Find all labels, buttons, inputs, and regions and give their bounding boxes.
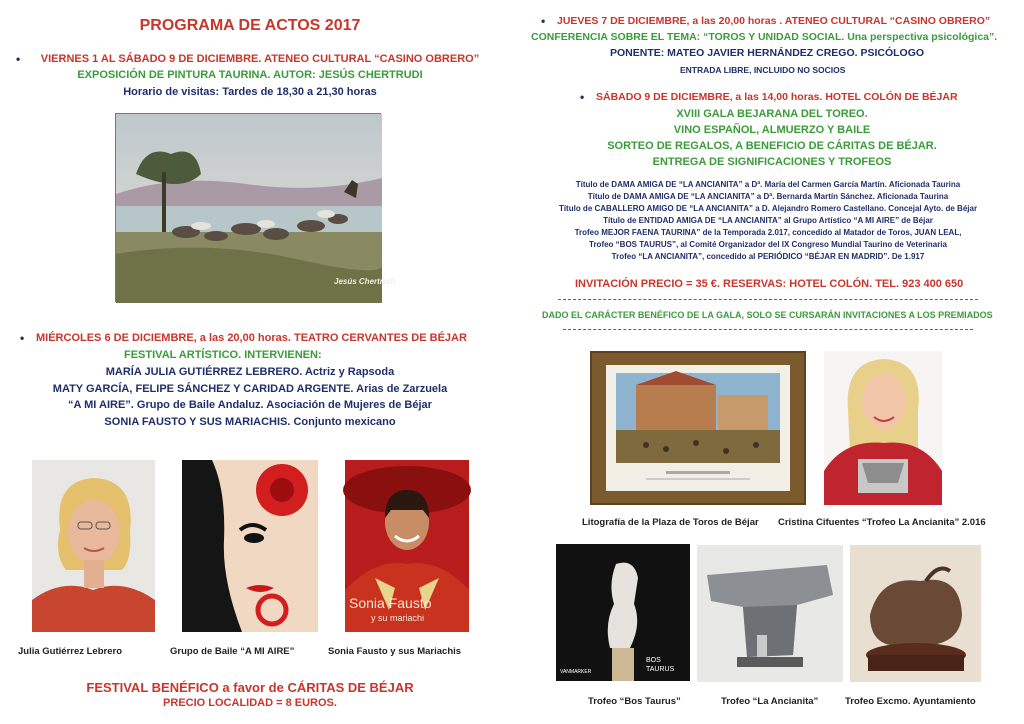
invitation-price: INVITACIÓN PRECIO = 35 €. RESERVAS: HOTEL COLÓN. TEL. 923 400 650 bbox=[575, 278, 964, 290]
event3-line4: ENTRADA LIBRE, INCLUIDO NO SOCIOS bbox=[680, 65, 846, 75]
bullet: • bbox=[20, 331, 25, 345]
sonia-photo-sub: y su mariachi bbox=[371, 613, 425, 623]
event3-line2: CONFERENCIA SOBRE EL TEMA: “TOROS Y UNIDAD SOCIAL. Una perspectiva psicológica”. bbox=[531, 31, 998, 43]
event1-line3: Horario de visitas: Tardes de 18,30 a 21,30 horas bbox=[123, 86, 377, 98]
gala-note: DADO EL CARÁCTER BENÉFICO DE LA GALA, SOLO SE CURSARÁN INVITACIONES A LOS PREMIADOS bbox=[542, 310, 993, 320]
event4-green-2: VINO ESPAÑOL, ALMUERZO Y BAILE bbox=[673, 124, 871, 136]
event4-line1: SÁBADO 9 DE DICIEMBRE, a las 14,00 horas. HOTEL COLÓN DE BÉJAR bbox=[596, 91, 958, 103]
caption-ayuntamiento: Trofeo Excmo. Ayuntamiento bbox=[845, 696, 976, 707]
footer-festival: FESTIVAL BENÉFICO a favor de CÁRITAS DE BÉJAR bbox=[86, 680, 414, 695]
bos-taurus-photo bbox=[556, 544, 690, 681]
bos-taurus-photo-text: BOS TAURUS bbox=[646, 657, 675, 673]
event4-green-1: XVIII GALA BEJARANA DEL TOREO. bbox=[676, 108, 868, 120]
litografia-photo bbox=[590, 351, 806, 505]
ayuntamiento-trophy-photo bbox=[850, 545, 981, 682]
caption-litografia: Litografía de la Plaza de Toros de Béjar bbox=[582, 517, 759, 528]
event3-line3: PONENTE: MATEO JAVIER HERNÁNDEZ CREGO. PSICÓLOGO bbox=[610, 47, 925, 59]
divider bbox=[563, 329, 973, 330]
event2-line6: SONIA FAUSTO Y SUS MARIACHIS. Conjunto mexicano bbox=[104, 416, 396, 428]
julia-photo bbox=[32, 460, 155, 632]
award-line: Título de DAMA AMIGA DE “LA ANCIANITA” a Dª. Bernarda Martín Sánchez. Aficionada Taurina bbox=[587, 192, 949, 201]
divider bbox=[558, 299, 978, 300]
caption-cristina: Cristina Cifuentes “Trofeo La Ancianita” 2.016 bbox=[778, 517, 986, 528]
event1-line1: VIERNES 1 AL SÁBADO 9 DE DICIEMBRE. ATENEO CULTURAL “CASINO OBRERO” bbox=[40, 53, 480, 65]
event1-line2: EXPOSICIÓN DE PINTURA TAURINA. AUTOR: JESÚS CHERTRUDI bbox=[77, 69, 423, 81]
award-line: Título de CABALLERO AMIGO DE “LA ANCIANITA” a D. Alejandro Romero Castellano. Concejal Ayto. de Béjar bbox=[558, 204, 978, 213]
award-line: Trofeo “BOS TAURUS”, al Comité Organizador del IX Congreso Mundial Taurino de Veterinaria bbox=[589, 240, 947, 249]
award-line: Título de DAMA AMIGA DE “LA ANCIANITA” a Dª. María del Carmen García Martín. Aficionada Taurina bbox=[575, 180, 961, 189]
event4-green-3: SORTEO DE REGALOS, A BENEFICIO DE CÁRITAS DE BÉJAR. bbox=[607, 140, 937, 152]
painting-signature: Jesús Chertrudi bbox=[334, 277, 395, 286]
footer-price: PRECIO LOCALIDAD = 8 EUROS. bbox=[163, 697, 337, 709]
sonia-photo bbox=[345, 460, 469, 632]
event2-line4: MATY GARCÍA, FELIPE SÁNCHEZ Y CARIDAD ARGENTE. Arias de Zarzuela bbox=[52, 383, 448, 395]
painting-image bbox=[115, 113, 395, 302]
award-line: Título de ENTIDAD AMIGA DE “LA ANCIANITA” al Grupo Artístico “A MI AIRE” de Béjar bbox=[603, 216, 933, 225]
event2-line5: “A MI AIRE”. Grupo de Baile Andaluz. Asociación de Mujeres de Béjar bbox=[68, 399, 432, 411]
caption-la-ancianita: Trofeo “La Ancianita” bbox=[721, 696, 819, 707]
vanmarker-photo-text: VANMARKER bbox=[560, 669, 592, 675]
event4-green-4: ENTREGA DE SIGNIFICACIONES Y TROFEOS bbox=[652, 156, 892, 168]
event2-line3: MARÍA JULIA GUTIÉRREZ LEBRERO. Actriz y Rapsoda bbox=[105, 366, 395, 378]
caption-julia: Julia Gutiérrez Lebrero bbox=[18, 646, 123, 657]
caption-sonia: Sonia Fausto y sus Mariachis bbox=[328, 646, 462, 657]
bullet: • bbox=[541, 14, 546, 28]
caption-a-mi-aire: Grupo de Baile “A MI AIRE” bbox=[170, 646, 295, 657]
page-title: PROGRAMA DE ACTOS 2017 bbox=[139, 17, 361, 34]
la-ancianita-photo bbox=[697, 545, 843, 682]
cristina-photo bbox=[824, 351, 942, 505]
a-mi-aire-photo bbox=[182, 460, 318, 632]
caption-bos-taurus: Trofeo “Bos Taurus” bbox=[588, 696, 681, 707]
sonia-photo-name: Sonia Fausto bbox=[349, 595, 432, 611]
award-line: Trofeo MEJOR FAENA TAURINA” de la Temporada 2.017, concedido al Matador de Toros, JUAN LEAL, bbox=[574, 228, 962, 237]
event2-line2: FESTIVAL ARTÍSTICO. INTERVIENEN: bbox=[124, 349, 322, 361]
award-line: Trofeo “LA ANCIANITA”, concedido al PERIÓDICO “BÉJAR EN MADRID”. De 1.917 bbox=[611, 252, 925, 261]
event3-line1: JUEVES 7 DE DICIEMBRE, a las 20,00 horas . ATENEO CULTURAL “CASINO OBRERO” bbox=[557, 15, 991, 27]
event2-line1: MIÉRCOLES 6 DE DICIEMBRE, a las 20,00 horas. TEATRO CERVANTES DE BÉJAR bbox=[36, 332, 467, 344]
bullet: • bbox=[580, 90, 585, 104]
bullet: • bbox=[16, 52, 21, 66]
